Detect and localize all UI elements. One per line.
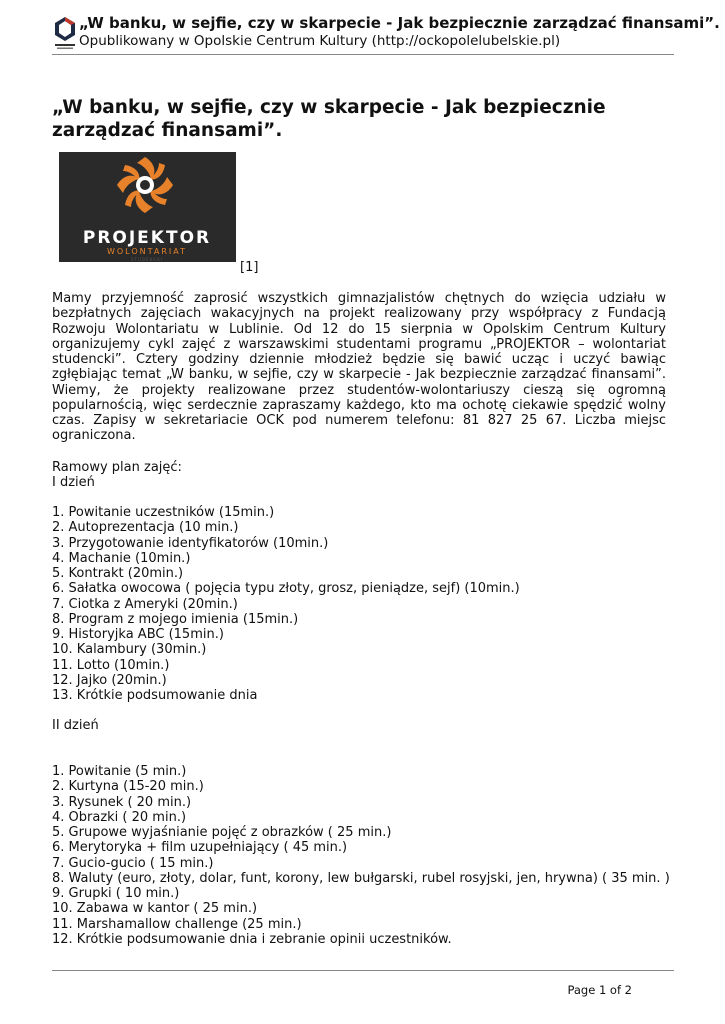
list-item: 8. Program z mojego imienia (15min.): [52, 611, 299, 627]
list-item: 7. Gucio-gucio ( 15 min.): [52, 855, 214, 871]
ock-logo-icon: [52, 15, 78, 53]
list-item: 10. Kalambury (30min.): [52, 642, 207, 658]
list-item: 9. Historyjka ABC (15min.): [52, 627, 224, 642]
list-item: 3. Rysunek ( 20 min.): [52, 794, 192, 810]
list-item: 1. Powitanie uczestników (15min.): [52, 505, 275, 520]
header-divider: [52, 54, 674, 55]
list-item: 11. Marshamallow challenge (25 min.): [52, 916, 302, 932]
day2-list-wrapper: [52, 764, 670, 947]
header-title: „W banku, w sejfie, czy w skarpecie - Jak bezpiecznie zarządzać finansami”.: [79, 14, 720, 32]
day2-label: II dzień: [52, 718, 99, 733]
projektor-logo-icon: [59, 152, 236, 262]
banner-brand: PROJEKTOR: [82, 228, 212, 248]
list-item: 6. Merytoryka + film uzupełniający ( 45 min.): [52, 840, 348, 856]
list-item: 5. Kontrakt (20min.): [52, 566, 184, 581]
list-item: 2. Autoprezentacja (10 min.): [52, 520, 239, 536]
day1-list-wrapper: [52, 505, 520, 703]
list-item: 13. Krótkie podsumowanie dnia: [52, 688, 258, 703]
plan-section: [52, 460, 182, 491]
list-item: 5. Grupowe wyjaśnianie pojęć z obrazków ( 25 min.): [52, 825, 392, 840]
footer-divider: [52, 970, 674, 971]
day2-list: [52, 764, 670, 947]
list-item: 12. Krótkie podsumowanie dnia i zebranie opinii uczestników.: [52, 931, 452, 947]
list-item: 12. Jajko (20min.): [52, 672, 167, 688]
day1-label: I dzień: [52, 475, 95, 491]
projektor-banner-image: [59, 152, 236, 262]
list-item: 4. Obrazki ( 20 min.): [52, 809, 187, 825]
image-reference-link[interactable]: [1]: [240, 260, 259, 275]
list-item: 1. Powitanie (5 min.): [52, 764, 187, 779]
plan-heading: Ramowy plan zajęć:: [52, 460, 182, 475]
list-item: 4. Machanie (10min.): [52, 550, 191, 566]
intro-paragraph: Mamy przyjemność zaprosić wszystkich gimnazjalistów chętnych do wzięcia udziału w bezpłatnych zajęciach wakacyjnych na projekt realizowany przy współpracy z Fundacją Rozwoju Wolontariatu w Lublinie. Od 12 do 15 sierpnia w Opolskim Centrum Kultury organizujemy cykl zajęć z warszawskimi studentami programu „PROJEKTOR – wolontariat studencki”. Cztery godziny dziennie młodzież będzie się bawić ucząc i uczyć bawiąc zgłębiając temat „W banku, w sejfie, czy w skarpecie - Jak bezpiecznie zarządzać finansami”. Wiemy, że projekty realizowane przez studentów-wolontariuszy cieszą się ogromną popularnością, więc serdecznie zapraszamy każdego, kto ma ochotę ciekawie spędzić wolny czas. Zapisy w sekretariacie OCK pod numerem telefonu: 81 827 25 67. Liczba miejsc ograniczona.: [52, 291, 666, 444]
banner-tagline: STUDENCKI: [130, 257, 164, 262]
header-published: Opublikowany w Opolskie Centrum Kultury (http://ockopolelubelskie.pl): [79, 33, 561, 49]
list-item: 7. Ciotka z Ameryki (20min.): [52, 596, 238, 612]
list-item: 9. Grupki ( 10 min.): [52, 886, 180, 901]
list-item: 10. Zabawa w kantor ( 25 min.): [52, 901, 258, 917]
list-item: 2. Kurtyna (15-20 min.): [52, 779, 204, 795]
list-item: 8. Waluty (euro, złoty, dolar, funt, korony, lew bułgarski, rubel rosyjski, jen, hrywna) ( 35 min. ): [52, 870, 670, 886]
article-title: „W banku, w sejfie, czy w skarpecie - Jak bezpiecznie zarządzać finansami”.: [52, 97, 606, 141]
list-item: 11. Lotto (10min.): [52, 657, 170, 673]
page-number: Page 1 of 2: [567, 983, 632, 997]
list-item: 6. Sałatka owocowa ( pojęcia typu złoty, grosz, pieniądze, sejf) (10min.): [52, 581, 520, 597]
banner-subtitle: WOLONTARIAT: [106, 247, 188, 256]
list-item: 3. Przygotowanie identyfikatorów (10min.): [52, 535, 329, 551]
day1-list: [52, 505, 520, 703]
